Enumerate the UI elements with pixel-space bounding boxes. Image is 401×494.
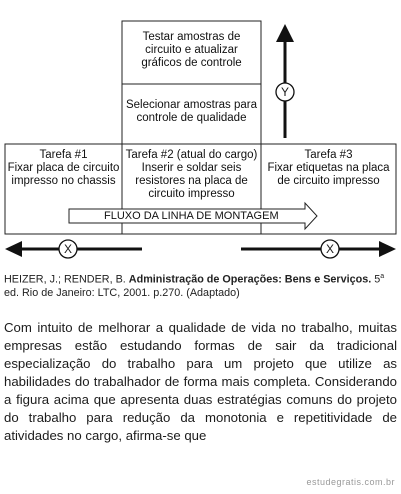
box-testar-text: Testar amostras de circuito e atualizar gráficos de controle <box>141 31 242 69</box>
watermark: estudegratis.com.br <box>306 477 395 487</box>
tarefa-2-title: Tarefa #2 (atual do cargo) <box>125 149 258 161</box>
citation-edition-sup: a <box>380 273 385 280</box>
citation-rest: ed. Rio de Janeiro: LTC, 2001. p.270. (Adaptado) <box>4 287 240 300</box>
tarefa-2-text: Inserir e soldar seis resistores na placa de circuito impresso <box>135 162 248 200</box>
citation-authors: HEIZER, J.; RENDER, B. <box>4 273 126 286</box>
tarefa-3-text: Fixar etiquetas na placa de circuito impresso <box>267 162 390 187</box>
citation: HEIZER, J.; RENDER, B. Administração de Operações: Bens e Serviços. 5$^a$ ed. Rio de Janeiro: LTC, 2001. p.270. (Adaptado) <box>4 273 385 300</box>
y-label: Y <box>280 85 289 99</box>
tarefa-1-text: Fixar placa de circuito impresso no chassis <box>7 162 120 187</box>
citation-title: Administração de Operações: Bens e Serviços <box>128 273 369 286</box>
tarefa-3-title: Tarefa #3 <box>304 149 353 161</box>
tarefa-1-title: Tarefa #1 <box>39 149 88 161</box>
tarefa-1-block <box>7 149 120 188</box>
arrow-up-icon <box>276 24 294 42</box>
tarefa-3-block <box>263 149 394 188</box>
box-selecionar-text: Selecionar amostras para controle de qualidade <box>125 99 258 124</box>
citation-edition-number: 5 <box>374 273 381 286</box>
question-paragraph: Com intuito de melhorar a qualidade de vida no trabalho, muitas empresas estão estudando formas de sair da tradicional especialização do trabalho para um projeto que utilize as habilidades do trabalhador de forma mais completa. Considerando a figura acima que apresenta duas estratégias comuns do projeto do trabalho para redução da monotonia e repetitividade de atividades no cargo, afirma-se que <box>4 320 397 443</box>
arrow-right-icon <box>379 241 396 257</box>
x-label-left: X <box>63 242 72 256</box>
x-label-right: X <box>325 242 334 256</box>
arrow-left-icon <box>5 241 22 257</box>
flow-label: FLUXO DA LINHA DE MONTAGEM <box>104 210 279 222</box>
tarefa-2-block <box>124 149 259 201</box>
